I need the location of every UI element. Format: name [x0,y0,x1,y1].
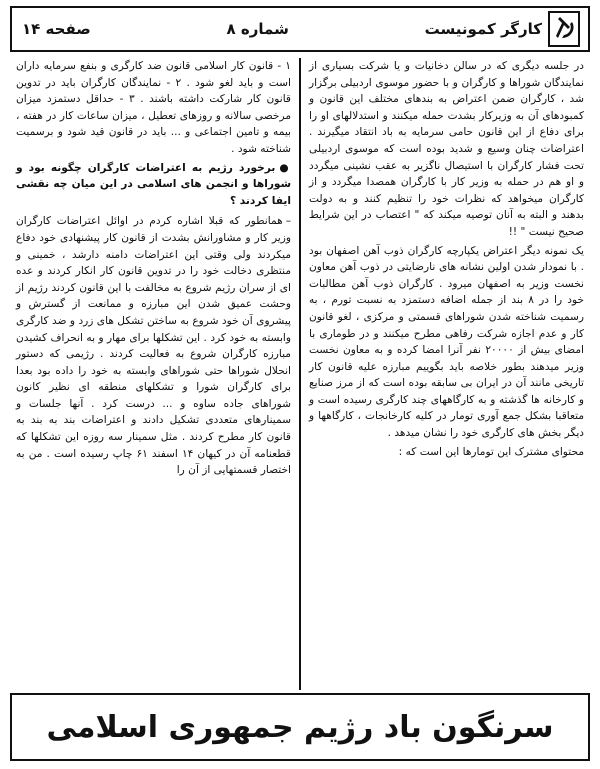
question-text: برخورد رژیم به اعتراضات کارگران چگونه بود و شوراها و انجمن های اسلامی در این میان چه نقشی ایفا کردند ؟ [16,161,291,207]
publication-title: کارگر کمونیست [424,20,542,38]
bullet-icon: ● [279,161,291,174]
paragraph: در جلسه دیگری که در سالن دخانیات و یا شرکت بسیاری از نمایندگان شوراها و کارگران و با حضور موسوی اردبیلی برگزار شد ، کارگران ضمن اعتراض به بندهای مختلف این قانون و کمبودهای آن به وزیرکار بشدت حمله میکنند و استدلالهای او را برای دفاع از این قانون حامی سرمایه به باد انتقاد میگیرند . اعتراضات چنان وسیع و شدید بوده است که موسوی اردبیلی تحت فشار کارگران با استیصال ناگزیر به عقب نشینی میگردد و او هم در حمله به وزیر کار با کارگران همصدا میگردد و از کارگران میخواهد که نظرات خود را تنظیم کنند و به دولت بدهند و البته به آنان توصیه میکند که " اعتصاب در این شرایط صحیح نیست " !! [309,60,584,238]
column-divider [299,58,301,690]
page-number: صفحه ۱۴ [22,20,91,38]
page-header [10,6,590,52]
masthead [425,11,580,47]
footer-banner [10,693,590,761]
hammer-sickle-icon [548,11,580,47]
paragraph: یک نمونه دیگر اعتراض یکپارچه کارگران ذوب آهن اصفهان بود . با نمودار شدن اولین نشانه های نارضایتی در ذوب آهن معاون نخست وزیر به اصفهان میرود . کارگران ذوب آهن مطالبات خود را در ۸ بند از جمله اضافه دستمزد به نسبت تورم ، به رسمیت شناخته شدن شوراهای قسمتی و مرکزی ، لغو قانون کار و عدم اجازه شرکت رفاهی مطرح میکنند و در طوماری با امضای بیش از ۲۰۰۰۰ نفر آنرا امضا کرده و به معاون نخست وزیر میدهند بطور خلاصه باید بگوییم مبارزه علیه قانون کار تاریخی مانند آن در ایران بی سابقه بوده است که از مرز صنایع و کارخانه ها گذشته و به کارگاههای چند کارگری رسیده است و متعاقبا بشکل جمع آوری تومار در کلیه کارخانجات ، کارگاهها و دیگر بخش های کارگری خود را نشان میدهد . [309,244,585,440]
left-column [10,58,299,690]
demands-list: ۱ - قانون کار اسلامی قانون ضد کارگری و بنفع سرمایه داران است و باید لغو شود . ۲ - نمایندگان کارگران باید در تدوین قانون کار شارکت داشته باشند . ۳ - حداقل دستمزد میزان مرخصی سالانه و روزهای تعطیل ، میزان ساعات کار در هفته ، بیمه و تامین اجتماعی و ... باید در قانون قید شود و برسمیت شناخته شود . [16,60,292,155]
interview-question [16,160,291,210]
closing-line: محتوای مشترک این تومارها این است که : [398,445,584,458]
article-body [10,58,590,690]
interview-answer: – همانطور که قبلا اشاره کردم در اوائل اعتراضات کارگران وزیر کار و مشاورانش بشدت از قانون کار پیشنهادی خود دفاع میکردند ولی وقتی این اعتراضات دامنه دارشد ، خمینی و منتظری دخالت خود را در تدوین قانون کار انکار کردند و عده ای از سران رژیم شروع به مخالفت با این قانون کردند رژیم از وحشت عمیق شدن این مبارزه و ممانعت از گسترش و پیشروی آن خود شروع به ساختن تشکل های زرد و ضد کارگری وابسته به خود کرد . این تشکلها برای مهار و به انحراف کشیدن مبارزه کارگران شروع به فعالیت کردند . رژیمی که دستور انحلال شوراها حتی شوراهای وابسته به خود را داده بود بعدا برای کارگران شورا و تشکلهای منطقه ای نظیر کانون شوراهای جاده ساوه و ... درست کرد . آنها جلسات و سمینارهای متعددی تشکیل دادند و اعتراضات بند به بند به قانون کار مطرح کردند . مثل سمینار سه روزه این تشکلها که قطعنامه آن در کیهان ۱۴ اسفند ۶۱ چاپ رسیده است . من به اختصار قسمتهایی از آن را [16,213,291,479]
issue-number: شماره ۸ [226,20,289,38]
right-column [301,58,590,690]
slogan: سرنگون باد رژیم جمهوری اسلامی [46,709,554,745]
